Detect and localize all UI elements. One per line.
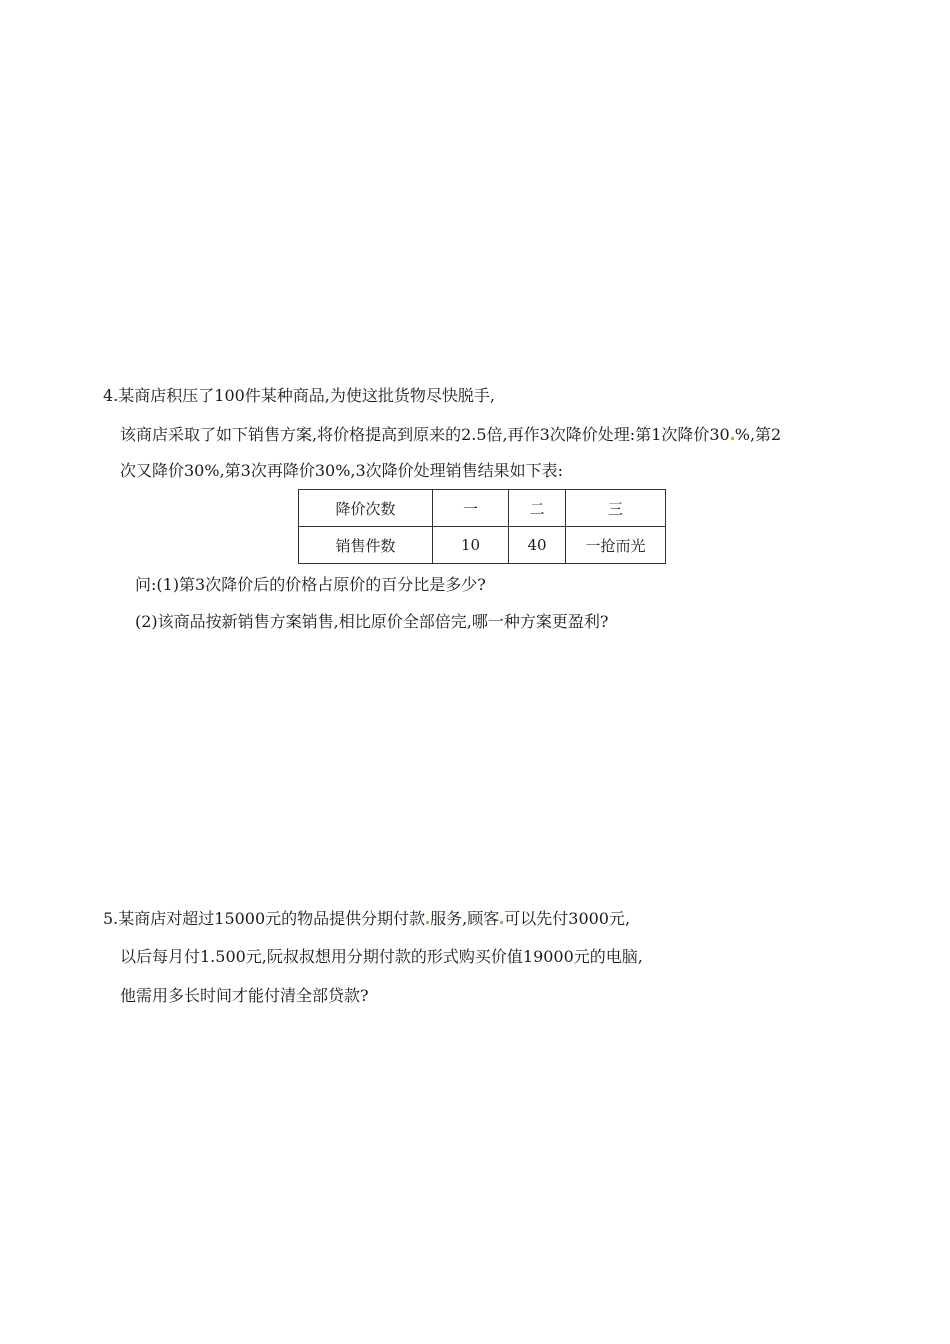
table-cell: 三 [566,490,666,527]
table-cell: 一抢而光 [566,527,666,564]
q5-line-1-part-a: 5.某商店对超过15000元的物品提供分期付款 [103,909,426,928]
q5-line-3: 他需用多长时间才能付清全部贷款? [120,986,369,1005]
annotation-mark [731,437,734,440]
table-row [299,527,666,564]
table-cell: 降价次数 [299,490,433,527]
q4-sub-question-2: (2)该商品按新销售方案销售,相比原价全部倍完,哪一种方案更盈利? [135,612,609,631]
table-cell: 销售件数 [299,527,433,564]
q4-line-2 [120,425,781,445]
table-cell: 二 [509,490,566,527]
q4-line-3: 次又降价30%,第3次再降价30%,3次降价处理销售结果如下表: [120,461,564,480]
table-cell: 40 [509,527,566,564]
annotation-mark [426,921,429,924]
table-cell: 一 [433,490,509,527]
q5-line-2: 以后每月付1.500元,阮叔叔想用分期付款的形式购买价值19000元的电脑, [120,947,643,966]
annotation-mark [500,921,503,924]
q4-line-2-part-b: %,第2 [734,425,782,444]
q4-line-2-part-a: 该商店采取了如下销售方案,将价格提高到原来的2.5倍,再作3次降价处理:第1次降价30 [120,425,730,444]
q4-line-1: 4.某商店积压了100件某种商品,为使这批货物尽快脱手, [103,386,495,405]
q5-line-1-part-b: 服务,顾客 [430,909,500,928]
q4-sub-question-1: 问:(1)第3次降价后的价格占原价的百分比是多少? [135,575,486,594]
q5-line-1-part-c: 可以先付3000元, [504,909,631,928]
q5-line-1 [103,909,630,929]
sales-table [298,489,666,564]
table-row [299,490,666,527]
table-cell: 10 [433,527,509,564]
